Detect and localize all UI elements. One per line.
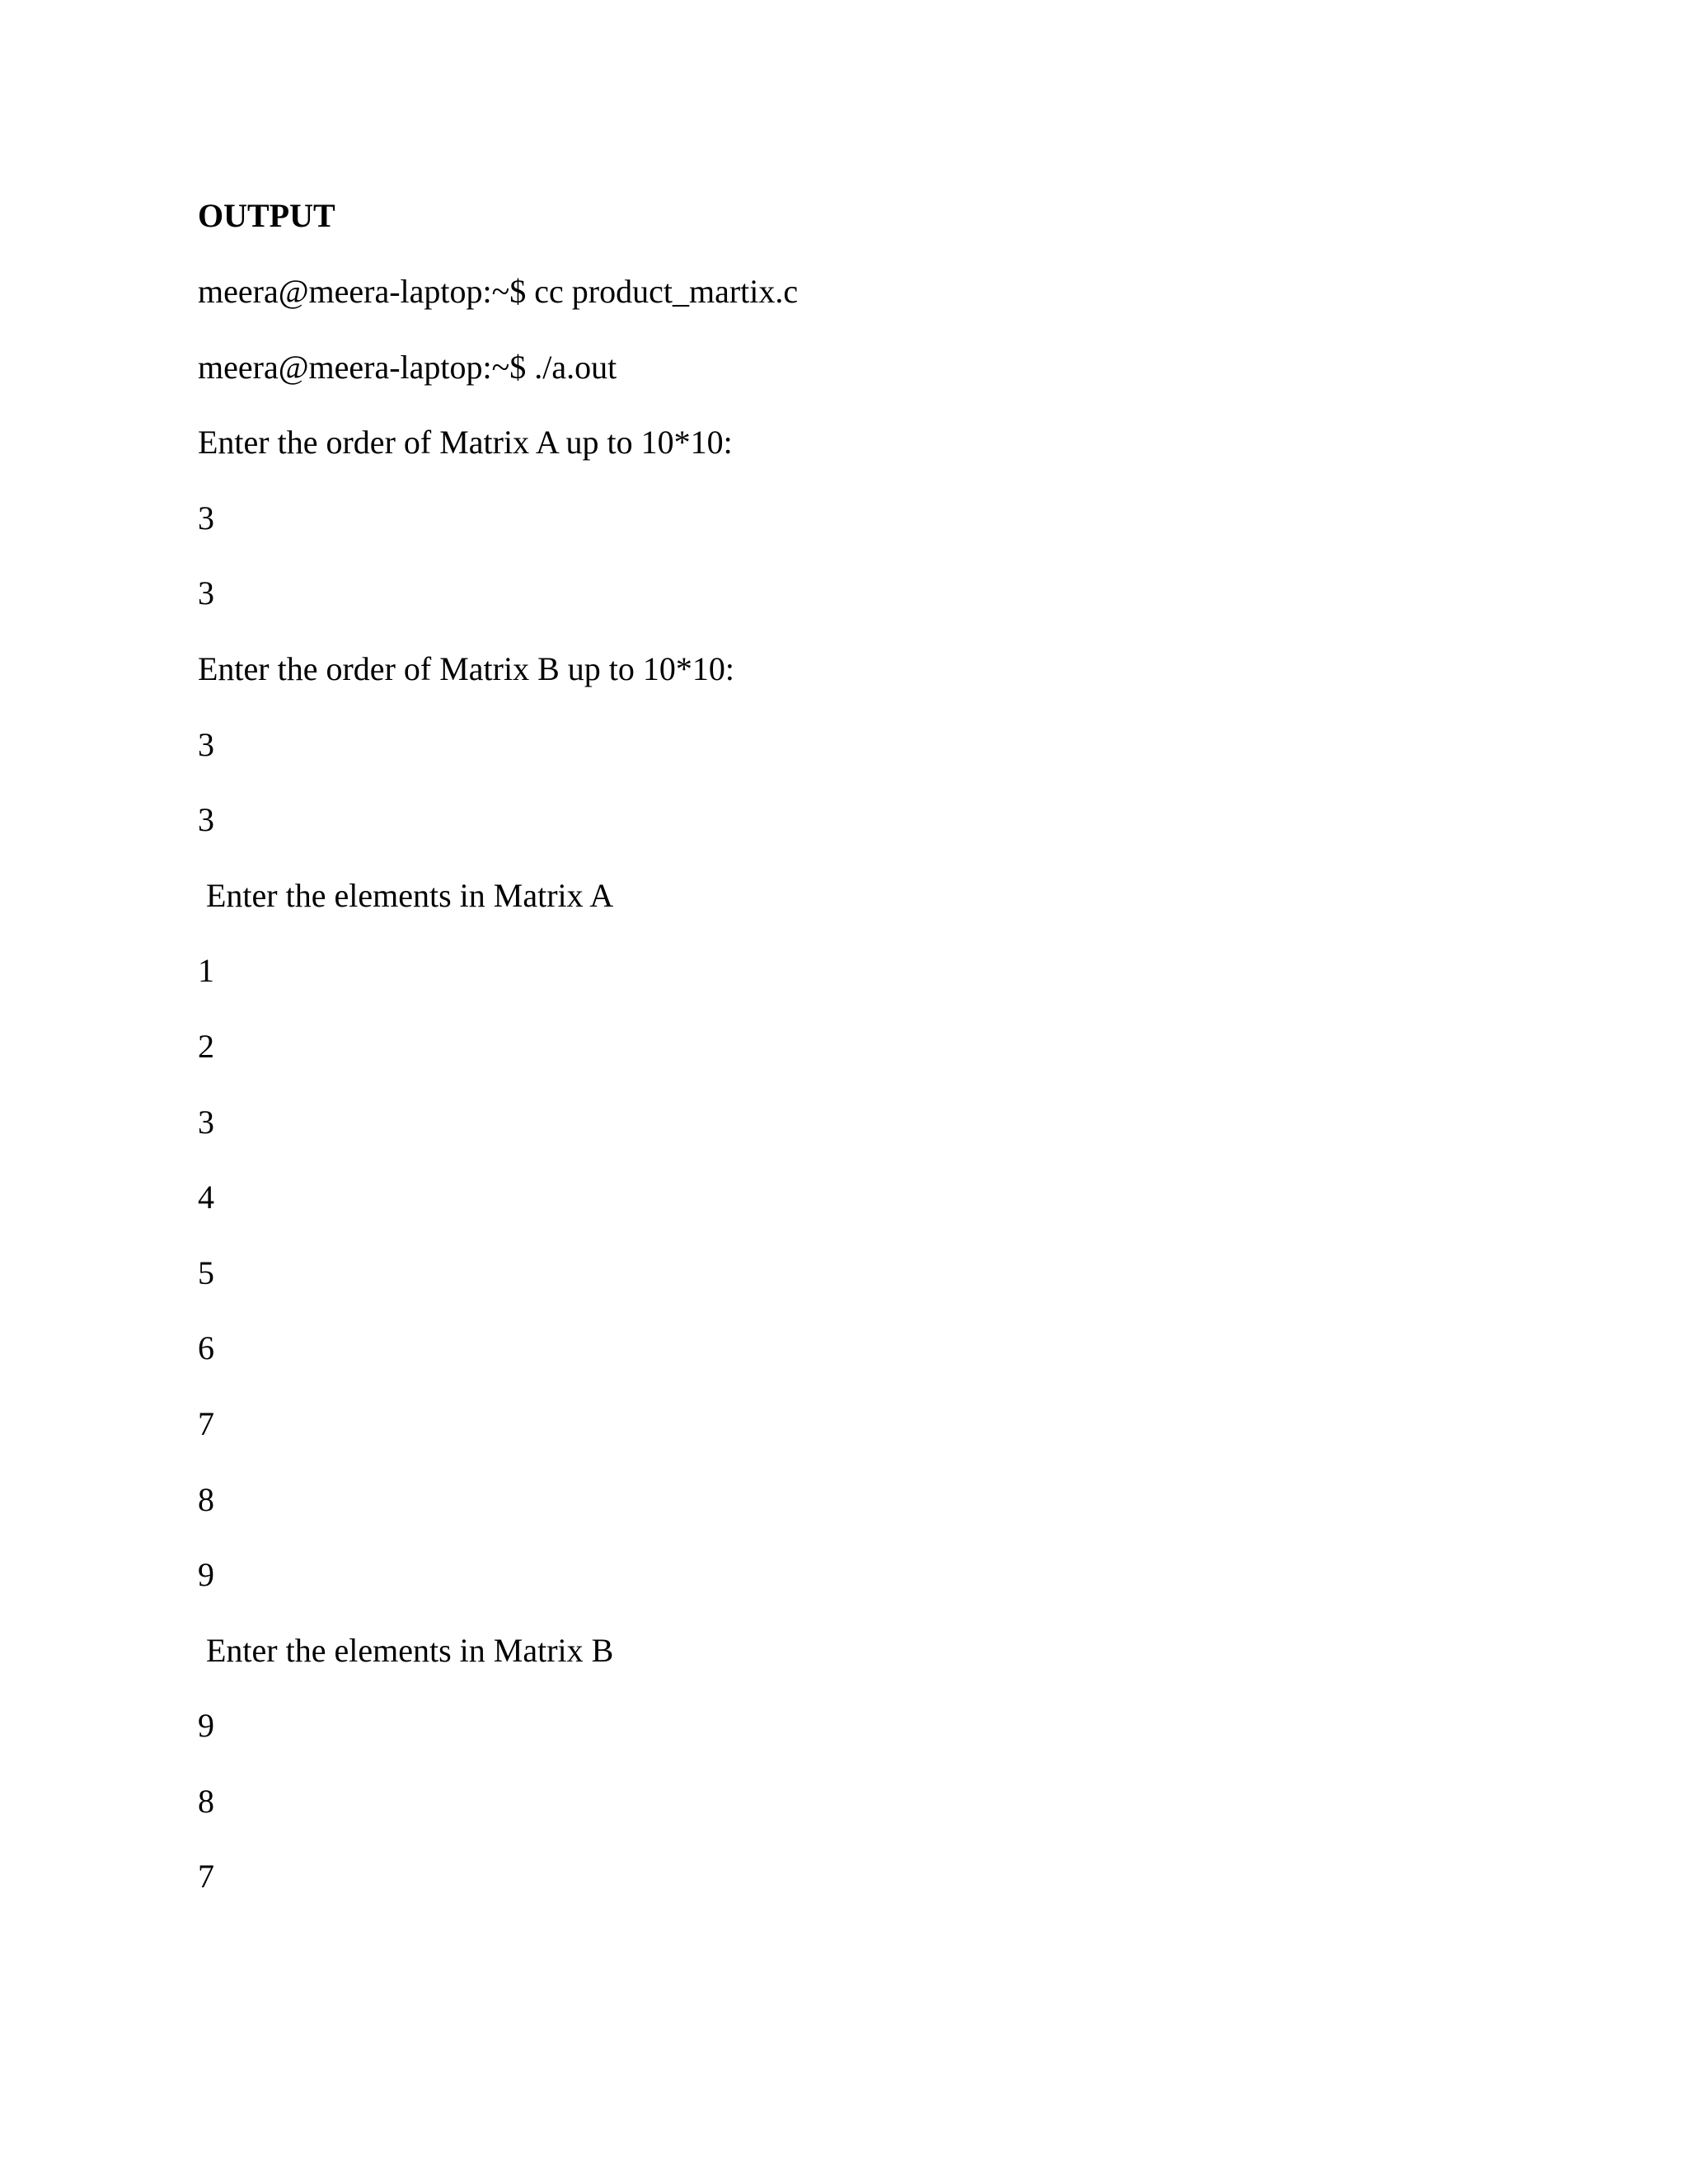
output-line: Enter the order of Matrix B up to 10*10:: [198, 649, 734, 687]
output-line: 9: [198, 1556, 214, 1594]
output-line: 9: [198, 1707, 214, 1745]
output-line: Enter the elements in Matrix A: [198, 876, 614, 914]
output-line: 7: [198, 1858, 214, 1896]
output-line: meera@meera-laptop:~$ cc product_martix.c: [198, 273, 799, 310]
output-line: Enter the order of Matrix A up to 10*10:: [198, 424, 733, 462]
output-line: 3: [198, 801, 214, 839]
output-line: 5: [198, 1254, 214, 1291]
output-heading: OUTPUT: [198, 197, 335, 234]
output-line: 7: [198, 1404, 214, 1442]
output-line: meera@meera-laptop:~$ ./a.out: [198, 348, 617, 386]
terminal-output: [198, 270, 798, 1931]
output-line: 8: [198, 1782, 214, 1820]
output-line: 6: [198, 1329, 214, 1367]
output-line: 3: [198, 1103, 214, 1141]
output-line: 3: [198, 725, 214, 763]
output-line: 1: [198, 952, 214, 990]
output-line: 8: [198, 1480, 214, 1518]
output-line: 3: [198, 499, 214, 537]
output-line: 4: [198, 1179, 214, 1216]
output-line: 2: [198, 1027, 214, 1065]
output-line: Enter the elements in Matrix B: [198, 1631, 614, 1669]
output-line: 3: [198, 574, 214, 612]
